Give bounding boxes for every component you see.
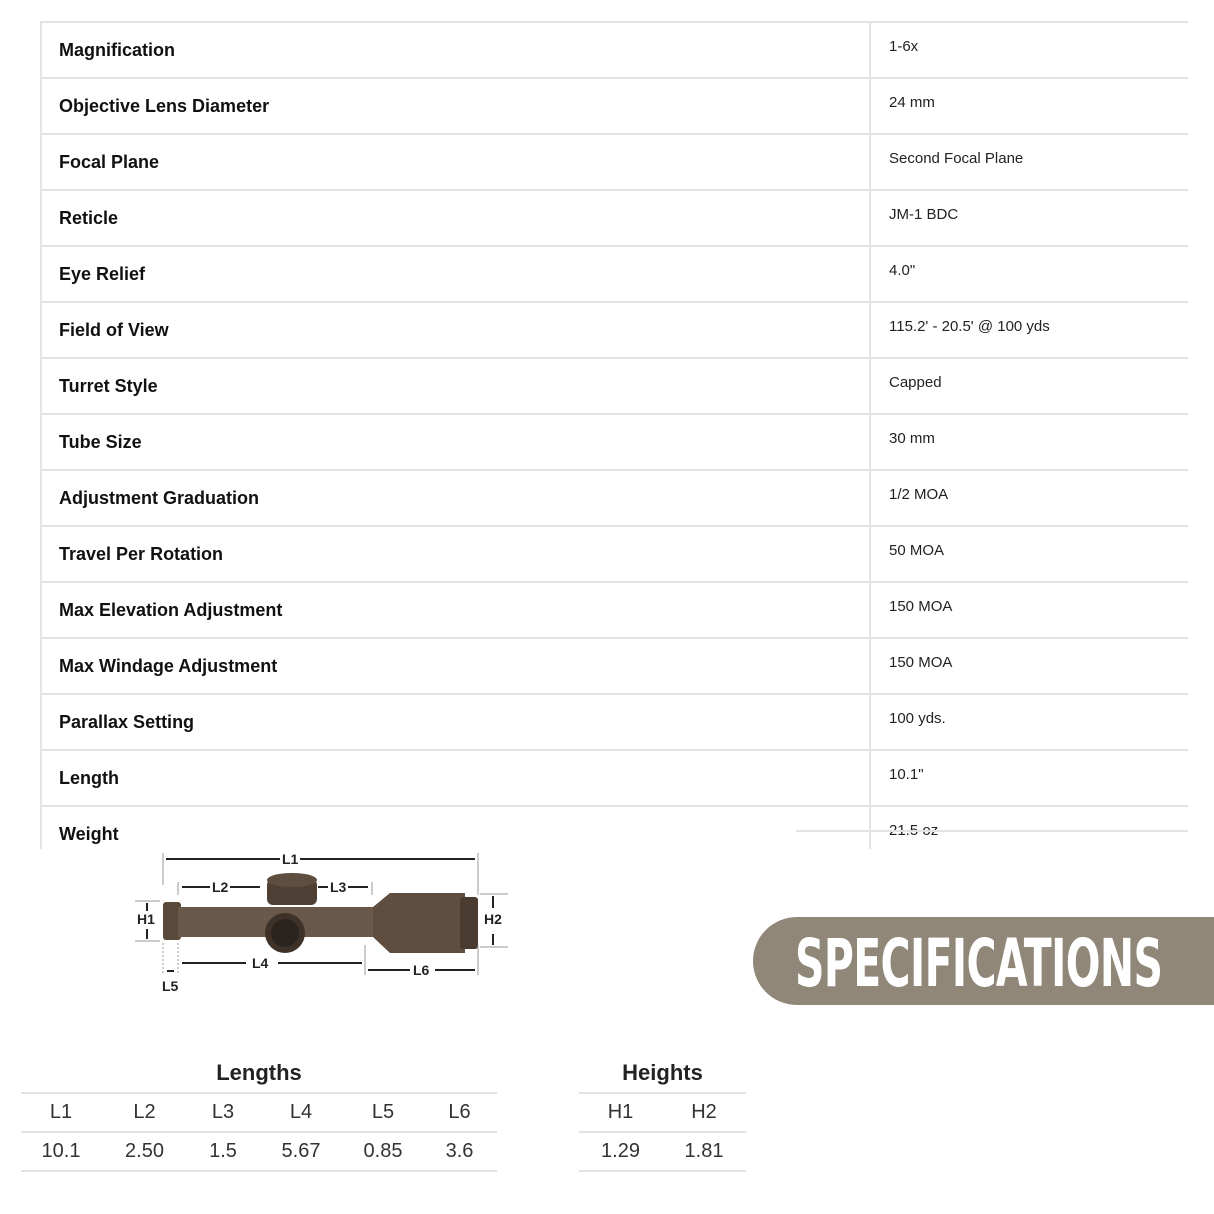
- dim-label-h2: H2: [484, 911, 502, 927]
- spec-row: [40, 245, 1188, 301]
- lengths-header: L4: [289, 1101, 313, 1123]
- banner-title: SPECIFICATIONS: [795, 925, 1163, 1002]
- spec-row: [40, 469, 1188, 525]
- lengths-header: L6: [448, 1101, 471, 1123]
- dim-label-l6: L6: [413, 962, 430, 978]
- dim-label-l5: L5: [162, 978, 179, 994]
- lengths-value: 10.1: [41, 1140, 81, 1162]
- lengths-value: 2.50: [125, 1140, 164, 1162]
- spec-label: Parallax Setting: [59, 712, 195, 732]
- dim-label-l1: L1: [282, 851, 299, 867]
- dim-label-h1: H1: [137, 911, 155, 927]
- dim-label-l4: L4: [252, 955, 269, 971]
- spec-value: 21.5 oz: [889, 822, 939, 839]
- lengths-header-row: [21, 1092, 497, 1131]
- spec-label: Max Elevation Adjustment: [59, 600, 283, 620]
- spec-row: [40, 357, 1188, 413]
- spec-row: [40, 301, 1188, 357]
- scope-dimension-diagram: [130, 845, 520, 995]
- spec-row: [40, 133, 1188, 189]
- heights-title: Heights: [622, 1060, 703, 1085]
- spec-row: [40, 189, 1188, 245]
- spec-label: Reticle: [59, 208, 119, 228]
- spec-label: Objective Lens Diameter: [59, 96, 270, 116]
- spec-label: Eye Relief: [59, 264, 146, 284]
- spec-value: JM-1 BDC: [889, 206, 959, 223]
- spec-row: [40, 21, 1188, 77]
- lengths-table: [21, 1054, 497, 1172]
- spec-value: Second Focal Plane: [889, 150, 1024, 167]
- lengths-header: L5: [371, 1101, 395, 1123]
- lengths-title: Lengths: [216, 1060, 302, 1085]
- spec-row: [40, 77, 1188, 133]
- lengths-value: 0.85: [363, 1140, 403, 1162]
- spec-row: [40, 413, 1188, 469]
- lengths-value: 5.67: [281, 1140, 321, 1162]
- spec-value: 24 mm: [889, 94, 935, 111]
- spec-row: [40, 693, 1188, 749]
- spec-label: Length: [59, 768, 119, 788]
- spec-value: 150 MOA: [889, 654, 953, 671]
- heights-header: H1: [607, 1101, 634, 1123]
- spec-label: Adjustment Graduation: [59, 488, 260, 508]
- heights-header-row: [579, 1092, 746, 1131]
- spec-label: Magnification: [59, 40, 175, 60]
- spec-row: [40, 525, 1188, 581]
- spec-label: Turret Style: [59, 376, 158, 396]
- spec-label: Focal Plane: [59, 152, 160, 172]
- spec-label: Field of View: [59, 320, 169, 340]
- spec-value: 50 MOA: [889, 542, 945, 559]
- lengths-header: L3: [211, 1101, 235, 1123]
- heights-header: H2: [691, 1101, 717, 1123]
- spec-value: 1-6x: [889, 38, 919, 55]
- spec-label: Travel Per Rotation: [59, 544, 224, 564]
- heights-value: 1.29: [601, 1140, 640, 1162]
- spec-row: [40, 749, 1188, 805]
- spec-label: Weight: [59, 824, 119, 844]
- spec-value: 150 MOA: [889, 598, 953, 615]
- table-bottom-border: [796, 830, 1188, 832]
- dim-label-l2: L2: [212, 879, 229, 895]
- spec-value: 1/2 MOA: [889, 486, 949, 503]
- spec-value: Capped: [889, 374, 942, 391]
- heights-value-row: [579, 1131, 746, 1172]
- spec-value: 4.0": [889, 262, 916, 279]
- lengths-header: L2: [133, 1101, 156, 1123]
- specifications-banner: [753, 917, 1214, 1005]
- heights-value: 1.81: [684, 1140, 724, 1162]
- spec-value: 30 mm: [889, 430, 935, 447]
- spec-value: 10.1": [889, 766, 924, 783]
- spec-label: Max Windage Adjustment: [59, 656, 278, 676]
- spec-label: Tube Size: [59, 432, 142, 452]
- heights-table: [579, 1054, 746, 1172]
- lengths-value: 3.6: [445, 1140, 474, 1162]
- lengths-value: 1.5: [209, 1140, 237, 1162]
- spec-row: [40, 581, 1188, 637]
- specifications-table: [40, 21, 1188, 861]
- spec-row: [40, 637, 1188, 693]
- dim-label-l3: L3: [330, 879, 347, 895]
- rifle-scope-icon: [130, 845, 520, 995]
- spec-value: 115.2' - 20.5' @ 100 yds: [889, 318, 1050, 335]
- lengths-header: L1: [49, 1101, 73, 1123]
- lengths-value-row: [21, 1131, 497, 1172]
- spec-value: 100 yds.: [889, 710, 946, 727]
